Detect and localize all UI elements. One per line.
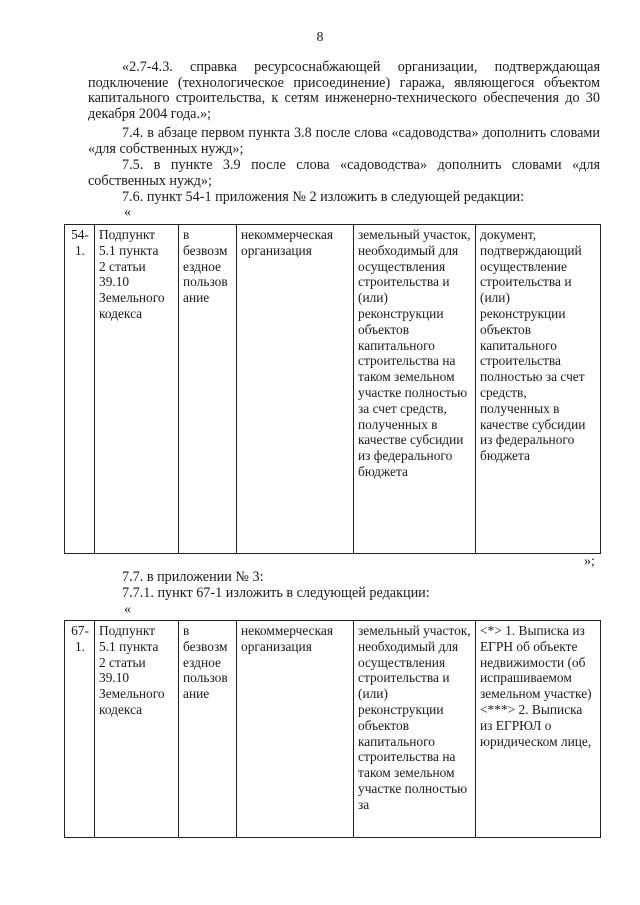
legal-basis-cell: Подпункт 5.1 пункта 2 статьи 39.10 Земельного кодекса — [95, 621, 179, 838]
paragraph-7-4: 7.4. в абзаце первом пункта 3.8 после слова «садоводства» дополнить словами «для собственных нужд»; — [88, 125, 600, 157]
paragraph-7-7: 7.7. в приложении № 3: — [122, 569, 264, 585]
opening-quote-2: « — [124, 602, 131, 617]
table-row — [65, 621, 601, 838]
paragraph-7-6: 7.6. пункт 54-1 приложения № 2 изложить в следующей редакции: — [122, 189, 525, 205]
table-item-67-1 — [64, 620, 601, 838]
item-number-cell: 54- 1. — [65, 225, 95, 554]
table-item-54-1 — [64, 224, 601, 554]
closing-quote-1: »; — [584, 554, 595, 569]
applicant-cell: некоммерческая организация — [237, 621, 354, 838]
item-number-cell: 67- 1. — [65, 621, 95, 838]
applicant-cell: некоммерческая организация — [237, 225, 354, 554]
paragraph-2-7-4-3: «2.7-4.3. справка ресурсоснабжающей организации, подтверждающая подключение (технологическое присоединение) гаража, являющегося объектом капитального строительства, к сетям инженерно-технического обеспечения до 30 декабря 2004 года.»; — [88, 59, 600, 122]
table-row — [65, 225, 601, 554]
right-type-cell: в безвозм ездное пользов ание — [179, 621, 237, 838]
land-object-cell: земельный участок, необходимый для осуществления строительства и (или) реконструкции объектов капитального строительства на таком земельном участке полностью за — [354, 621, 476, 838]
land-object-cell: земельный участок, необходимый для осуществления строительства и (или) реконструкции объектов капитального строительства на таком земельном участке полностью за счет средств, полученных в качестве субсидии из федерального бюджета — [354, 225, 476, 554]
page-number: 8 — [316, 30, 324, 45]
opening-quote-1: « — [124, 205, 131, 220]
right-type-cell: в безвозм ездное пользов ание — [179, 225, 237, 554]
documents-cell: документ, подтверждающий осуществление строительства и (или) реконструкции объектов капитального строительства полностью за счет средств, полученных в качестве субсидии из федерального бюджета — [476, 225, 601, 554]
documents-cell: <*> 1. Выписка из ЕГРН об объекте недвижимости (об испрашиваемом земельном участке) <***> 2. Выписка из ЕГРЮЛ о юридическом лице, — [476, 621, 601, 838]
legal-basis-cell: Подпункт 5.1 пункта 2 статьи 39.10 Земельного кодекса — [95, 225, 179, 554]
paragraph-7-7-1: 7.7.1. пункт 67-1 изложить в следующей редакции: — [122, 585, 430, 601]
paragraph-7-5: 7.5. в пункте 3.9 после слова «садоводства» дополнить словами «для собственных нужд»; — [88, 157, 600, 189]
